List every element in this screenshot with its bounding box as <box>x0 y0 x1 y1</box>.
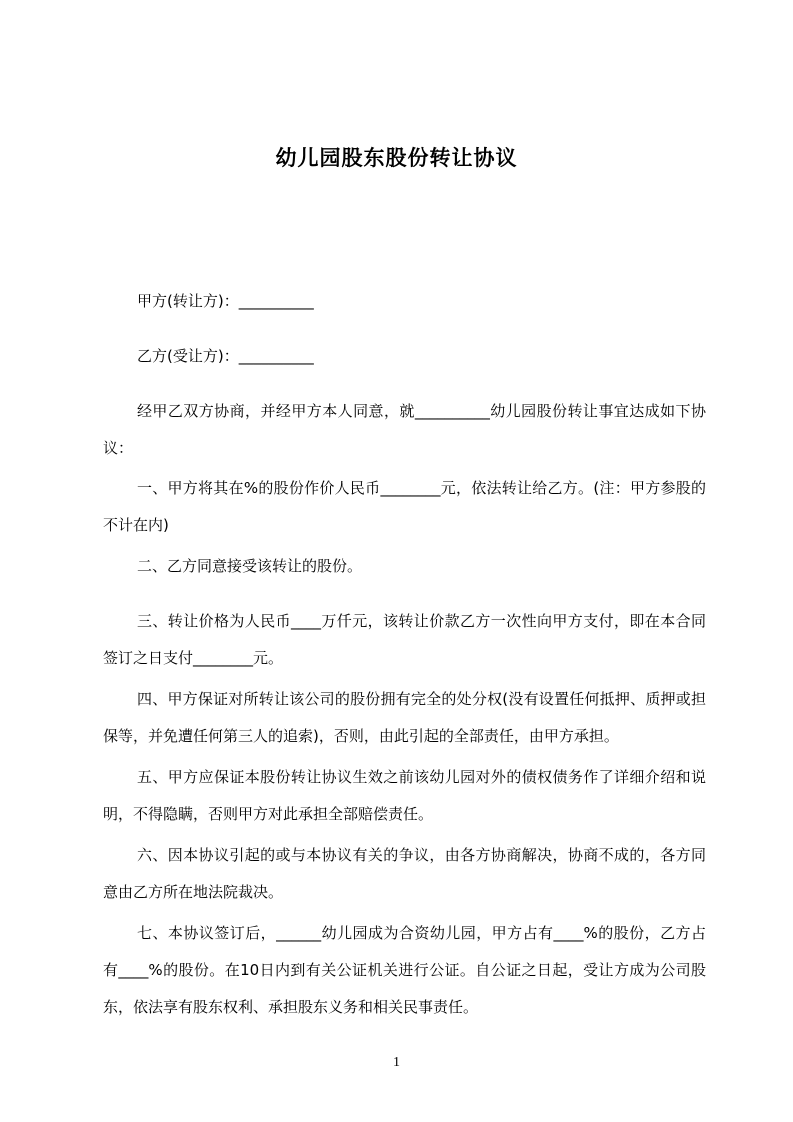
clause-3: 三、转让价格为人民币____万仟元，该转让价款乙方一次性向甲方支付，即在本合同签订之日支付________元。 <box>103 612 706 667</box>
intro-paragraph: 经甲乙双方协商，并经甲方本人同意，就__________幼儿园股份转让事宜达成如下协议： <box>103 402 706 457</box>
clause-4: 四、甲方保证对所转让该公司的股份拥有完全的处分权(没有设置任何抵押、质押或担保等，并免遭任何第三人的追索)，否则，由此引起的全部责任，由甲方承担。 <box>103 690 706 745</box>
clause-5: 五、甲方应保证本股份转让协议生效之前该幼儿园对外的债权债务作了详细介绍和说明，不得隐瞒，否则甲方对此承担全部赔偿责任。 <box>103 768 706 823</box>
page-number: 1 <box>393 1055 400 1070</box>
party-b-line: 乙方(受让方)：__________ <box>137 347 314 365</box>
clause-7: 七、本协议签订后，______幼儿园成为合资幼儿园，甲方占有____%的股份，乙方占有____%的股份。在10日内到有关公证机关进行公证。自公证之日起，受让方成为公司股东，依法享有股东权利、承担股东义务和相关民事责任。 <box>103 924 706 1016</box>
clause-1: 一、甲方将其在%的股份作价人民币________元，依法转让给乙方。(注：甲方参股的不计在内) <box>103 479 706 534</box>
document-title: 幼儿园股东股份转让协议 <box>275 146 518 170</box>
clause-6: 六、因本协议引起的或与本协议有关的争议，由各方协商解决，协商不成的，各方同意由乙方所在地法院裁决。 <box>103 846 706 901</box>
clause-2: 二、乙方同意接受该转让的股份。 <box>137 557 363 575</box>
party-a-line: 甲方(转让方)：__________ <box>137 292 314 310</box>
